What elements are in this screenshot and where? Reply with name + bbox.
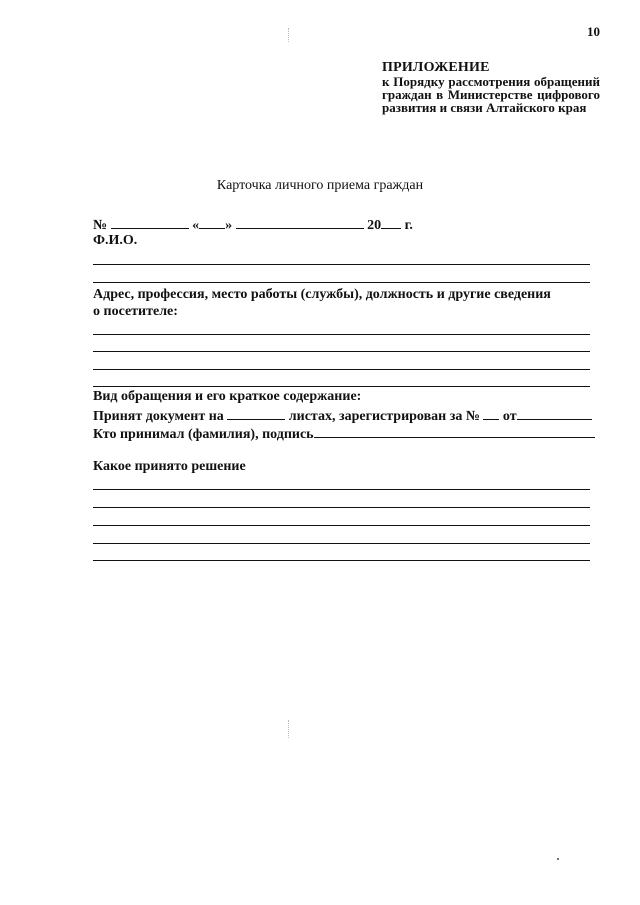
quote-open: «: [192, 218, 200, 233]
decision-line-1[interactable]: [93, 489, 590, 490]
receiver-label: Кто принимал (фамилия), подпись: [93, 427, 314, 442]
appendix-block: [382, 61, 600, 114]
decision-line-2[interactable]: [93, 507, 590, 508]
receiver-signature-field[interactable]: [314, 425, 595, 438]
sheets-count-field[interactable]: [227, 407, 285, 420]
receiver-row: [93, 425, 595, 443]
year-field[interactable]: [381, 216, 401, 229]
registration-date-field[interactable]: [517, 407, 592, 420]
registration-number-field[interactable]: [483, 407, 499, 420]
decision-line-5[interactable]: [93, 560, 590, 561]
page-number: 10: [587, 24, 600, 39]
day-field[interactable]: [199, 216, 225, 229]
fio-line-1[interactable]: [93, 264, 590, 265]
appendix-text: к Порядку рассмотрения обращений граждан в Министерстве цифрового развития и связи Алтайского края: [382, 74, 600, 115]
month-field[interactable]: [236, 216, 364, 229]
number-label: №: [93, 218, 108, 233]
doc-accepted-row: [93, 407, 592, 425]
doc-accepted-prefix: Принят документ на: [93, 409, 224, 424]
doc-accepted-from: от: [502, 409, 517, 424]
scan-speck: [557, 858, 559, 860]
appendix-title: ПРИЛОЖЕНИЕ: [382, 60, 490, 75]
fold-mark-top: [288, 28, 289, 42]
quote-close: »: [225, 218, 233, 233]
address-line-2[interactable]: [93, 351, 590, 352]
number-field[interactable]: [111, 216, 189, 229]
address-line-1[interactable]: [93, 334, 590, 335]
address-line-4[interactable]: [93, 386, 590, 387]
fold-mark-middle: [288, 720, 289, 738]
address-line-3[interactable]: [93, 369, 590, 370]
address-label: Адрес, профессия, место работы (службы), должность и другие сведения: [93, 287, 551, 302]
fio-line-2[interactable]: [93, 282, 590, 283]
year-suffix: г.: [404, 218, 413, 233]
appeal-label: Вид обращения и его краткое содержание:: [93, 389, 362, 404]
address-label-cont: о посетителе:: [93, 304, 178, 319]
card-title: Карточка личного приема граждан: [216, 178, 424, 193]
decision-label: Какое принято решение: [93, 459, 246, 474]
decision-line-3[interactable]: [93, 525, 590, 526]
year-prefix: 20: [367, 218, 382, 233]
doc-accepted-middle: листах, зарегистрирован за №: [288, 409, 480, 424]
decision-line-4[interactable]: [93, 543, 590, 544]
number-date-row: [93, 216, 413, 234]
fio-label: Ф.И.О.: [93, 233, 138, 248]
